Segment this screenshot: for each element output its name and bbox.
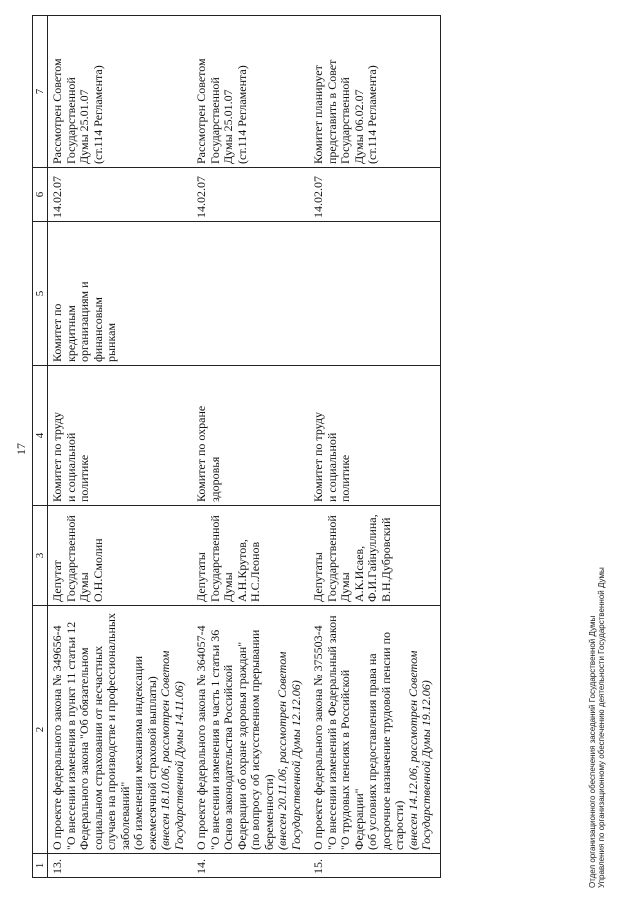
bill-authors-line: Государственной bbox=[324, 515, 339, 602]
co-executor-committee-line: кредитным bbox=[63, 305, 78, 362]
bill-authors-line: В.Н.Дубровский bbox=[378, 517, 393, 602]
bill-title-line: "О трудовых пенсиях в Российской Федерации" bbox=[338, 669, 366, 850]
column-header: 3 bbox=[33, 506, 48, 606]
bill-title-line: беременности) bbox=[261, 774, 276, 850]
bill-title-line: "О внесении изменения в пункт 11 статьи 12 bbox=[63, 621, 78, 850]
column-number-row bbox=[33, 16, 48, 878]
status-note-line: Рассмотрен Советом bbox=[194, 58, 208, 164]
co-executor-committee bbox=[309, 222, 440, 366]
bill-title bbox=[309, 606, 440, 854]
co-executor-committee bbox=[48, 222, 193, 366]
bill-title-line: (об условиях предоставления права на bbox=[365, 653, 379, 850]
column-header: 4 bbox=[33, 366, 48, 506]
responsible-committee-line: политике bbox=[77, 454, 91, 502]
bill-authors-line: Государственной bbox=[207, 515, 222, 602]
bill-authors-line: А.Н.Крутов, bbox=[234, 539, 249, 602]
bill-title-line: О проекте федерального закона № 349656-4 bbox=[50, 625, 64, 850]
footer-line: Управления по организационному обеспечению деятельности Государственной Думы bbox=[597, 567, 606, 888]
responsible-committee-line: Комитет по труду bbox=[50, 411, 64, 502]
status-note bbox=[309, 16, 440, 168]
bill-title-line: О проекте федерального закона № 375503-4 bbox=[311, 625, 325, 850]
bill-authors-line: Депутат bbox=[50, 560, 64, 602]
bill-authors-line: Н.С.Леонов bbox=[248, 541, 262, 602]
bill-authors-line: Государственной bbox=[63, 515, 78, 602]
status-note-line: представить в Совет bbox=[324, 59, 339, 164]
status-note-line: Государственной bbox=[338, 77, 352, 164]
bill-authors-line: Думы bbox=[77, 572, 91, 602]
responsible-committee-line: и социальной bbox=[63, 432, 78, 502]
status-note bbox=[48, 16, 193, 168]
status-note bbox=[192, 16, 309, 168]
bill-title-line: досрочное назначение трудовой пенсии по bbox=[378, 632, 393, 850]
co-executor-committee bbox=[192, 222, 309, 366]
bill-authors bbox=[309, 506, 440, 606]
bill-authors-line: Думы bbox=[221, 572, 235, 602]
column-header: 1 bbox=[33, 854, 48, 878]
bill-title-line: "О внесении изменения в часть 1 статьи 36 bbox=[207, 629, 222, 850]
bill-title-line: "О внесении изменений в Федеральный закон bbox=[324, 615, 339, 850]
planned-date: 14.02.07 bbox=[192, 168, 309, 222]
responsible-committee bbox=[48, 366, 193, 506]
column-header: 2 bbox=[33, 606, 48, 854]
bill-title-line: старости) bbox=[392, 800, 406, 850]
co-executor-committee-line: рынкам bbox=[104, 322, 118, 362]
bill-title-line: Федерального закона "Об обязательном bbox=[77, 647, 91, 850]
bill-title-line: О проекте федерального закона № 364057-4 bbox=[194, 625, 208, 850]
column-header: 6 bbox=[33, 168, 48, 222]
bill-authors-line: О.Н.Смолин bbox=[90, 538, 105, 602]
bill-title bbox=[192, 606, 309, 854]
status-note-line: Рассмотрен Советом bbox=[50, 58, 64, 164]
bill-title-line: Основ законодательства Российской bbox=[221, 664, 235, 850]
column-header: 5 bbox=[33, 222, 48, 366]
planned-date: 14.02.07 bbox=[48, 168, 193, 222]
bill-title-line: (по вопросу об искусственном прерывании bbox=[248, 629, 262, 850]
bill-status-note: Государственной Думы 14.11.06) bbox=[171, 681, 186, 850]
bill-title bbox=[48, 606, 193, 854]
bill-title-line: заболеваний" bbox=[117, 781, 132, 850]
status-note-line: Думы 06.02.07 bbox=[351, 89, 366, 164]
status-note-line: (ст.114 Регламента) bbox=[90, 65, 105, 164]
bill-authors-line: Депутаты bbox=[194, 552, 208, 602]
status-note-line: Государственной bbox=[207, 77, 222, 164]
bill-authors bbox=[48, 506, 193, 606]
responsible-committee-line: и социальной bbox=[324, 432, 339, 502]
bill-authors-line: А.К.Исаев, bbox=[351, 545, 366, 602]
bill-status-note: (внесен 14.12.06, рассмотрен Советом bbox=[405, 650, 420, 850]
responsible-committee-line: Комитет по охране bbox=[194, 405, 208, 502]
table-row bbox=[309, 16, 440, 878]
bill-authors-line: Думы bbox=[338, 572, 352, 602]
responsible-committee-line: здоровья bbox=[207, 456, 222, 502]
co-executor-committee-line: Комитет по bbox=[50, 303, 64, 362]
bill-title-line: ежемесячной страховой выплаты) bbox=[144, 676, 159, 850]
bill-title-line: случаев на производстве и профессиональных bbox=[104, 613, 118, 850]
co-executor-committee-line: финансовым bbox=[90, 296, 105, 362]
page-number: 17 bbox=[14, 443, 28, 455]
co-executor-committee-line: организациям и bbox=[77, 281, 91, 362]
bill-authors-line: Ф.И.Гайнуллина, bbox=[365, 514, 379, 602]
responsible-committee-line: политике bbox=[338, 454, 352, 502]
column-header: 7 bbox=[33, 16, 48, 168]
responsible-committee bbox=[192, 366, 309, 506]
bill-title-line: (об изменении механизма индексации bbox=[131, 655, 145, 850]
row-number: 13. bbox=[48, 854, 193, 878]
bill-status-note: (внесен 18.10.06, рассмотрен Советом bbox=[158, 650, 172, 850]
bill-status-note: Государственной Думы 12.12.06) bbox=[288, 680, 303, 850]
bill-authors bbox=[192, 506, 309, 606]
table-row bbox=[48, 16, 193, 878]
bills-table bbox=[32, 15, 441, 878]
bill-status-note: Государственной Думы 19.12.06) bbox=[419, 680, 433, 850]
bill-title-line: социальном страховании от несчастных bbox=[90, 645, 105, 850]
status-note-line: (ст.114 Регламента) bbox=[365, 65, 379, 164]
status-note-line: Комитет планирует bbox=[311, 65, 325, 164]
footer-line: Отдел организационного обеспечения заседаний Государственной Думы bbox=[588, 615, 597, 888]
status-note-line: Думы 25.01.07 bbox=[221, 89, 235, 164]
row-number: 14. bbox=[192, 854, 309, 878]
status-note-line: Думы 25.01.07 bbox=[77, 89, 91, 164]
bill-authors-line: Депутаты bbox=[311, 552, 325, 602]
row-number: 15. bbox=[309, 854, 440, 878]
responsible-committee-line: Комитет по труду bbox=[311, 411, 325, 502]
footer bbox=[588, 567, 606, 888]
bill-status-note: (внесен 20.11.06, рассмотрен Советом bbox=[275, 651, 289, 850]
bill-title-line: Федерации об охране здоровья граждан" bbox=[234, 641, 249, 850]
status-note-line: (ст.114 Регламента) bbox=[234, 65, 249, 164]
planned-date: 14.02.07 bbox=[309, 168, 440, 222]
responsible-committee bbox=[309, 366, 440, 506]
table-row bbox=[192, 16, 309, 878]
status-note-line: Государственной bbox=[63, 77, 78, 164]
